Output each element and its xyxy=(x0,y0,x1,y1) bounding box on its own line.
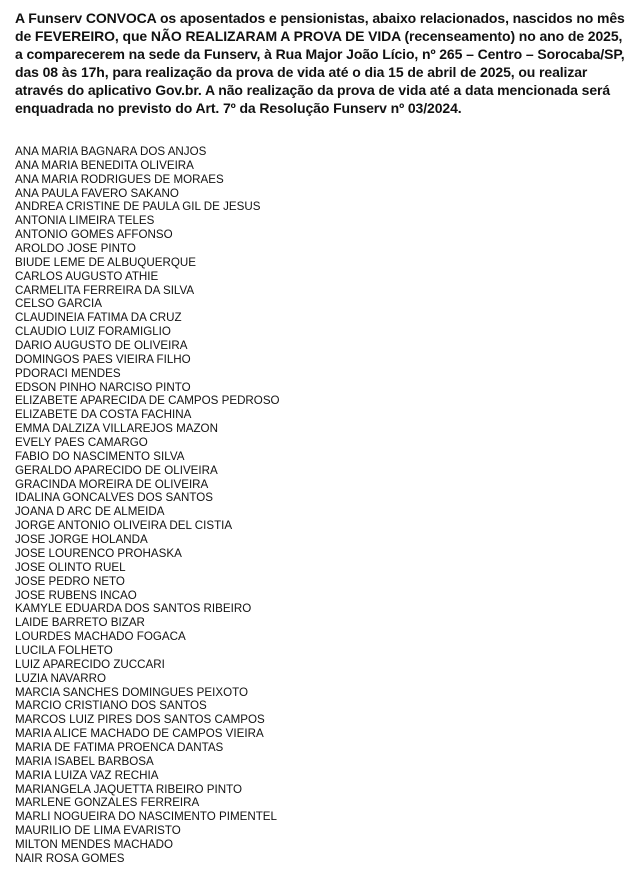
list-item: GRACINDA MOREIRA DE OLIVEIRA xyxy=(15,477,209,491)
list-item: ANDREA CRISTINE DE PAULA GIL DE JESUS xyxy=(15,200,261,214)
list-item: IDALINA GONCALVES DOS SANTOS xyxy=(15,491,214,505)
list-item: MARCIA SANCHES DOMINGUES PEIXOTO xyxy=(15,685,248,699)
list-item: EVELY PAES CAMARGO xyxy=(15,436,148,450)
list-item: LUZIA NAVARRO xyxy=(15,671,107,685)
list-item: LUIZ APARECIDO ZUCCARI xyxy=(15,657,165,671)
list-item: CARMELITA FERREIRA DA SILVA xyxy=(15,283,195,297)
list-item: MILTON MENDES MACHADO xyxy=(15,837,174,851)
list-item: LUCILA FOLHETO xyxy=(15,643,113,657)
list-item: LAIDE BARRETO BIZAR xyxy=(15,616,145,630)
list-item: CLAUDIO LUIZ FORAMIGLIO xyxy=(15,325,171,339)
list-item: NAIR ROSA GOMES xyxy=(15,851,125,865)
list-item: EMMA DALZIZA VILLAREJOS MAZON xyxy=(15,422,218,436)
convocation-notice: A Funserv CONVOCA os aposentados e pensionistas, abaixo relacionados, nascidos no mês de FEVEREIRO, que NÃO REALIZARAM A PROVA DE VIDA (recenseamento) no ano de 2025, a comparecerem na sede da Funserv, à Rua Major João Lício, nº 265 – Centro – Sorocaba/SP, das 08 às 17h, para realização da prova de vida até o dia 15 de abril de 2025, ou realizar através do aplicativo Gov.br. A não realização da prova de vida até a data mencionada será enquadrada no previsto do Art. 7º da Resolução Funserv nº 03/2024. xyxy=(15,10,625,116)
list-item: JOSE OLINTO RUEL xyxy=(15,560,126,574)
list-item: ANTONIO GOMES AFFONSO xyxy=(15,228,173,242)
pensioner-name-list xyxy=(15,145,280,866)
list-item: MARCOS LUIZ PIRES DOS SANTOS CAMPOS xyxy=(15,713,265,727)
list-item: MAURILIO DE LIMA EVARISTO xyxy=(15,824,181,838)
list-item: KAMYLE EDUARDA DOS SANTOS RIBEIRO xyxy=(15,602,252,616)
list-item: DOMINGOS PAES VIEIRA FILHO xyxy=(15,352,191,366)
list-item: MARIA DE FATIMA PROENCA DANTAS xyxy=(15,740,224,754)
list-item: ANA MARIA RODRIGUES DE MORAES xyxy=(15,172,224,186)
list-item: DARIO AUGUSTO DE OLIVEIRA xyxy=(15,339,188,353)
list-item: ANTONIA LIMEIRA TELES xyxy=(15,214,155,228)
list-item: CLAUDINEIA FATIMA DA CRUZ xyxy=(15,311,182,325)
list-item: FABIO DO NASCIMENTO SILVA xyxy=(15,449,185,463)
list-item: MARIA LUIZA VAZ RECHIA xyxy=(15,768,159,782)
list-item: ANA MARIA BAGNARA DOS ANJOS xyxy=(15,145,207,158)
list-item: CARLOS AUGUSTO ATHIE xyxy=(15,269,159,283)
list-item: ANA PAULA FAVERO SAKANO xyxy=(15,186,179,200)
list-item: AROLDO JOSE PINTO xyxy=(15,242,136,256)
list-item: ANA MARIA BENEDITA OLIVEIRA xyxy=(15,158,194,172)
list-item: JOSE JORGE HOLANDA xyxy=(15,533,148,547)
list-item: PDORACI MENDES xyxy=(15,366,121,380)
list-item: JOSE PEDRO NETO xyxy=(15,574,125,588)
list-item: EDSON PINHO NARCISO PINTO xyxy=(15,380,191,394)
list-item: JORGE ANTONIO OLIVEIRA DEL CISTIA xyxy=(15,519,233,533)
list-item: MARLENE GONZALES FERREIRA xyxy=(15,796,200,810)
list-item: MARLI NOGUEIRA DO NASCIMENTO PIMENTEL xyxy=(15,810,277,824)
list-item: ELIZABETE DA COSTA FACHINA xyxy=(15,408,192,422)
list-item: JOSE RUBENS INCAO xyxy=(15,588,137,602)
list-item: JOANA D ARC DE ALMEIDA xyxy=(15,505,165,519)
list-item: ELIZABETE APARECIDA DE CAMPOS PEDROSO xyxy=(15,394,280,408)
list-item: LOURDES MACHADO FOGACA xyxy=(15,630,186,644)
list-item: CELSO GARCIA xyxy=(15,297,102,311)
list-item: BIUDE LEME DE ALBUQUERQUE xyxy=(15,255,197,269)
list-item: GERALDO APARECIDO DE OLIVEIRA xyxy=(15,463,218,477)
list-item: MARIA ISABEL BARBOSA xyxy=(15,754,154,768)
list-item: MARCIO CRISTIANO DOS SANTOS xyxy=(15,699,207,713)
list-item: JOSE LOURENCO PROHASKA xyxy=(15,546,182,560)
list-item: MARIANGELA JAQUETTA RIBEIRO PINTO xyxy=(15,782,242,796)
list-item: MARIA ALICE MACHADO DE CAMPOS VIEIRA xyxy=(15,727,264,741)
